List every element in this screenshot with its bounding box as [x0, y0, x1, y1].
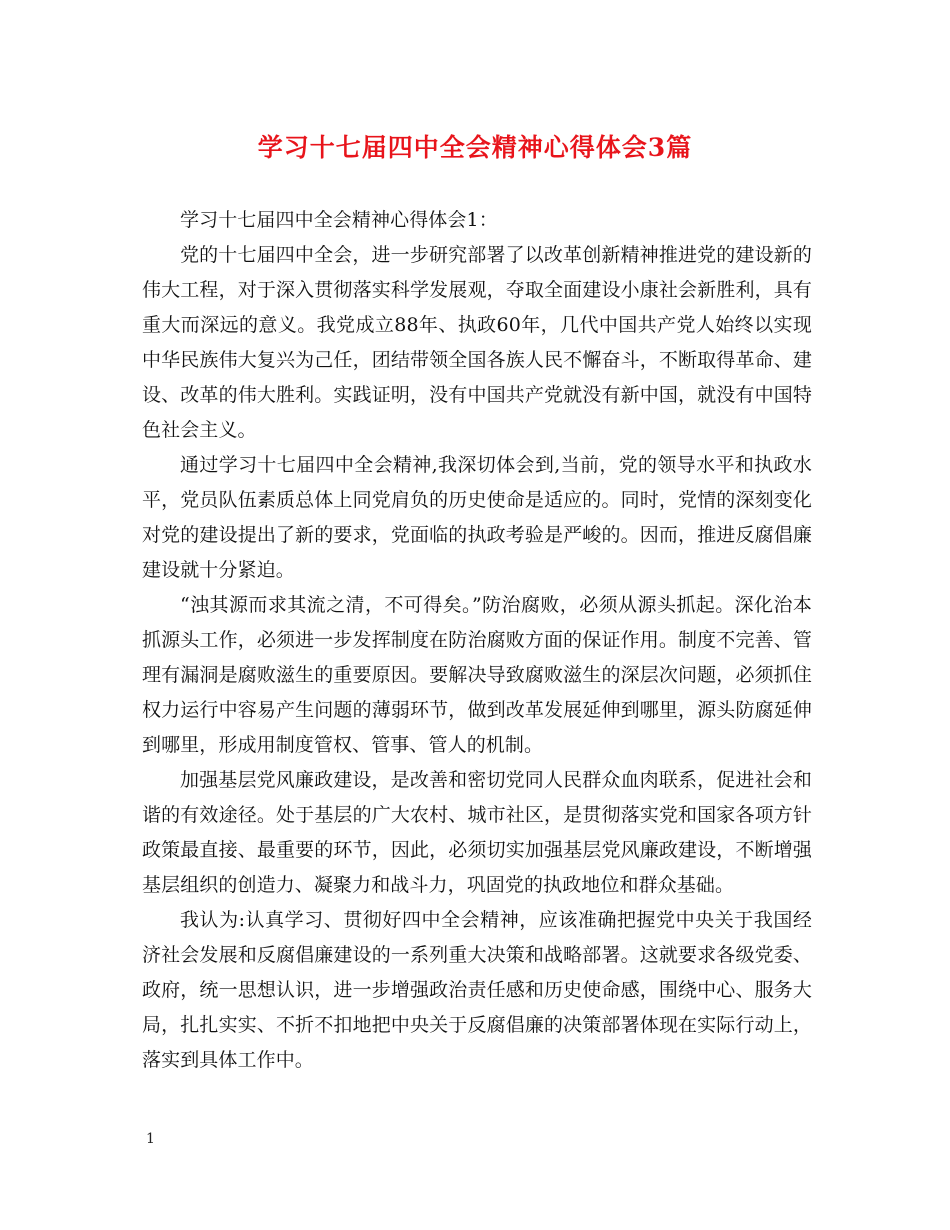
- paragraph-1: 党的十七届四中全会，进一步研究部署了以改革创新精神推进党的建设新的伟大工程，对于深入贯彻落实科学发展观，夺取全面建设小康社会新胜利，具有重大而深远的意义。我党成立88年、执政60年，几代中国共产党人始终以实现中华民族伟大复兴为己任，团结带领全国各族人民不懈奋斗，不断取得革命、建设、改革的伟大胜利。实践证明，没有中国共产党就没有新中国，就没有中国特色社会主义。: [142, 244, 812, 441]
- section-heading: 学习十七届四中全会精神心得体会1：: [180, 209, 498, 231]
- document-body: [142, 203, 812, 1078]
- document-title: 学习十七届四中全会精神心得体会3篇: [257, 133, 693, 162]
- paragraph-5: 我认为:认真学习、贯彻好四中全会精神，应该准确把握党中央关于我国经济社会发展和反腐倡廉建设的一系列重大决策和战略部署。这就要求各级党委、政府，统一思想认识，进一步增强政治责任感和历史使命感，围绕中心、服务大局，扎扎实实、不折不扣地把中央关于反腐倡廉的决策部署体现在实际行动上，落实到具体工作中。: [142, 909, 812, 1071]
- page-number: 1: [146, 1131, 155, 1147]
- paragraph-3: “浊其源而求其流之清，不可得矣。”防治腐败，必须从源头抓起。深化治本抓源头工作，必须进一步发挥制度在防治腐败方面的保证作用。制度不完善、管理有漏洞是腐败滋生的重要原因。要解决导致腐败滋生的深层次问题，必须抓住权力运行中容易产生问题的薄弱环节，做到改革发展延伸到哪里，源头防腐延伸到哪里，形成用制度管权、管事、管人的机制。: [142, 594, 812, 756]
- paragraph-2: 通过学习十七届四中全会精神,我深切体会到,当前，党的领导水平和执政水平，党员队伍素质总体上同党肩负的历史使命是适应的。同时，党情的深刻变化对党的建设提出了新的要求，党面临的执政考验是严峻的。因而，推进反腐倡廉建设就十分紧迫。: [142, 454, 812, 581]
- paragraph-4: 加强基层党风廉政建设，是改善和密切党同人民群众血肉联系，促进社会和谐的有效途径。处于基层的广大农村、城市社区，是贯彻落实党和国家各项方针政策最直接、最重要的环节，因此，必须切实加强基层党风廉政建设，不断增强基层组织的创造力、凝聚力和战斗力，巩固党的执政地位和群众基础。: [142, 769, 812, 896]
